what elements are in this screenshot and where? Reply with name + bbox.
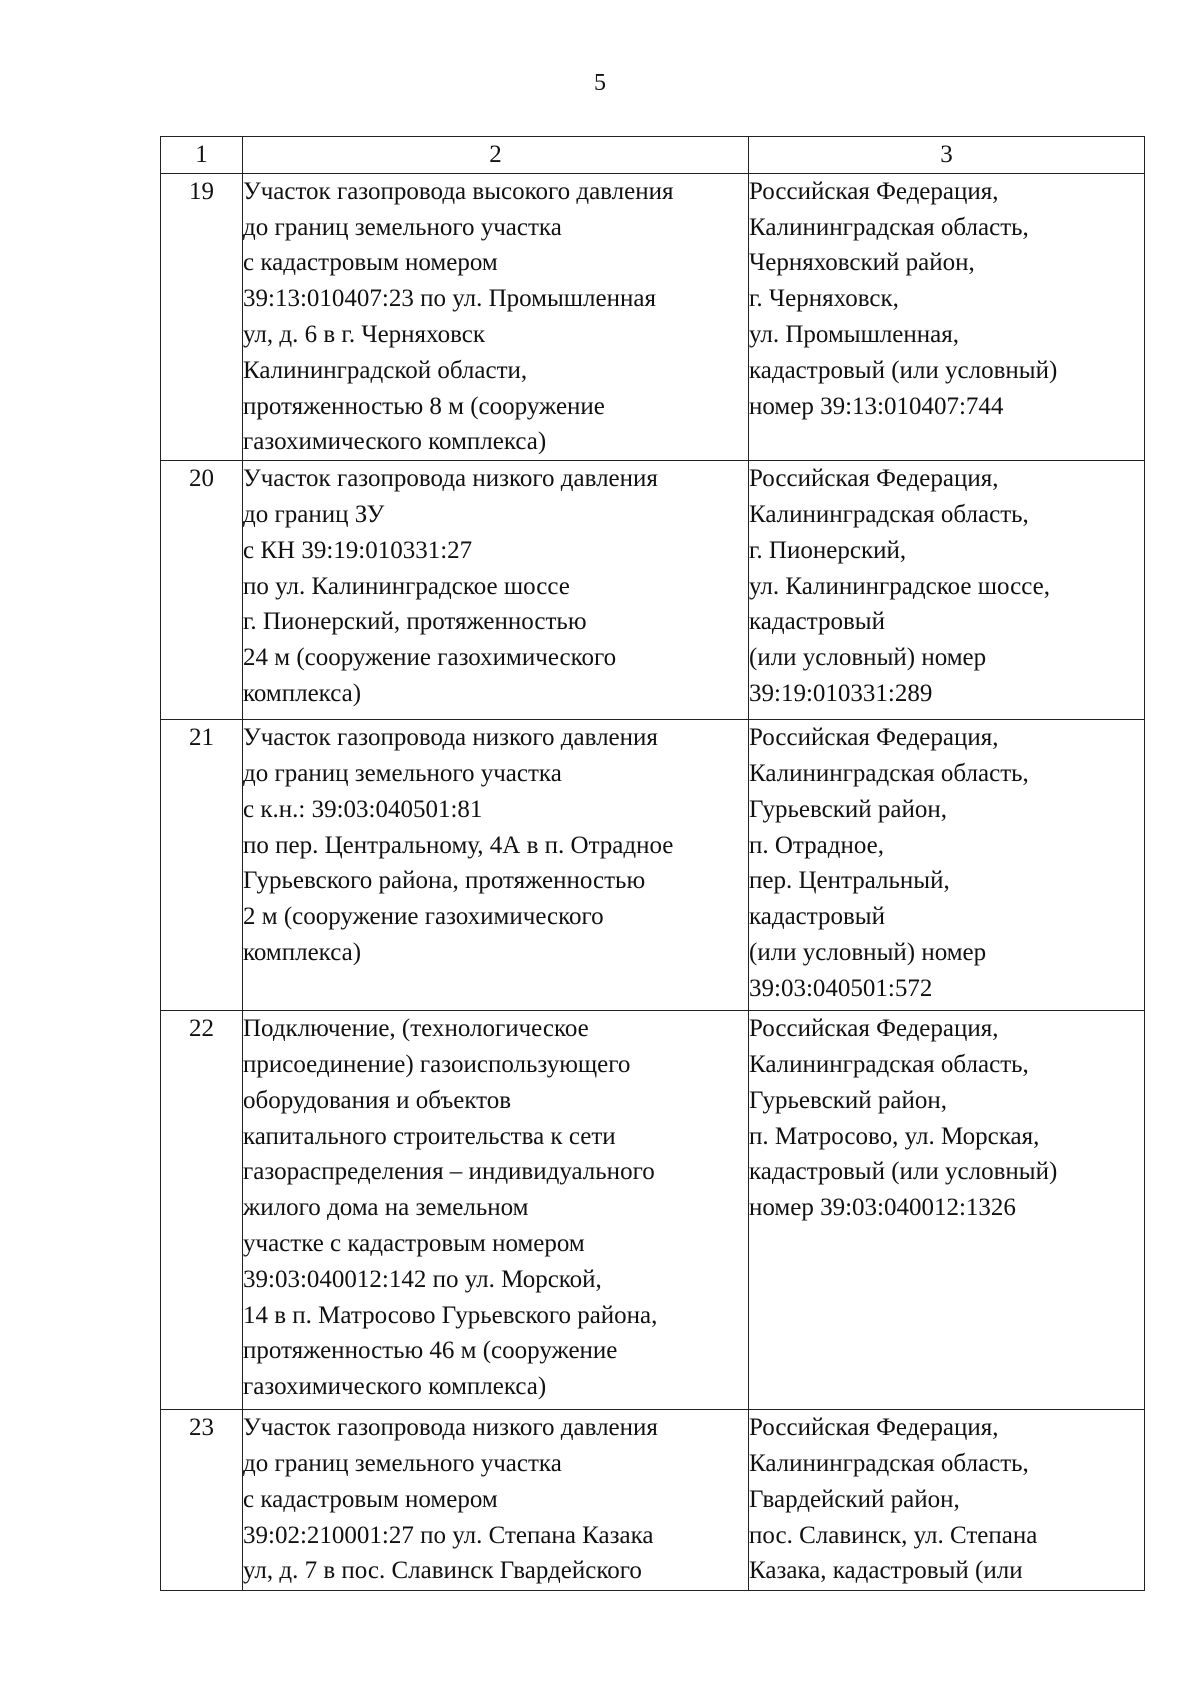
table-header-row xyxy=(161,137,1145,174)
address-line: пер. Центральный, xyxy=(749,867,950,895)
description-line: 14 в п. Матросово Гурьевского района, xyxy=(243,1301,658,1329)
address-line: Калининградская область, xyxy=(749,1050,1029,1078)
object-description xyxy=(243,1011,749,1410)
description-line: протяженностью 8 м (сооружение xyxy=(243,392,605,420)
table-row xyxy=(161,173,1145,460)
object-address xyxy=(749,1011,1145,1410)
description-line: Участок газопровода низкого давления xyxy=(243,724,658,752)
object-address xyxy=(749,720,1145,1011)
page-number: 5 xyxy=(594,70,606,96)
header-col-2: 2 xyxy=(243,137,749,174)
description-line: участке с кадастровым номером xyxy=(243,1229,585,1257)
address-line: г. Черняховск, xyxy=(749,285,899,313)
description-line: с к.н.: 39:03:040501:81 xyxy=(243,795,483,823)
row-number: 19 xyxy=(161,173,243,460)
description-line: г. Пионерский, протяженностью xyxy=(243,608,587,636)
address-line: (или условный) номер xyxy=(749,938,987,966)
object-description xyxy=(243,720,749,1011)
row-number: 22 xyxy=(161,1011,243,1410)
description-line: с КН 39:19:010331:27 xyxy=(243,536,473,564)
address-line: Гурьевский район, xyxy=(749,1086,948,1114)
objects-table xyxy=(160,136,1145,1591)
address-line: номер 39:13:010407:744 xyxy=(749,392,1004,420)
description-line: комплекса) xyxy=(243,679,362,707)
description-line: ул, д. 6 в г. Черняховск xyxy=(243,320,486,348)
description-line: 2 м (сооружение газохимического xyxy=(243,903,604,931)
table-row xyxy=(161,1011,1145,1410)
address-line: Российская Федерация, xyxy=(749,1414,999,1442)
object-address xyxy=(749,1410,1145,1591)
address-line: Казака, кадастровый (или xyxy=(749,1557,1023,1585)
description-line: с кадастровым номером xyxy=(243,1485,498,1513)
address-line: Российская Федерация, xyxy=(749,465,999,493)
address-line: Гурьевский район, xyxy=(749,795,948,823)
description-line: с кадастровым номером xyxy=(243,249,498,277)
description-line: Калининградской области, xyxy=(243,356,528,384)
address-line: Гвардейский район, xyxy=(749,1485,960,1513)
header-col-3: 3 xyxy=(749,137,1145,174)
description-line: ул, д. 7 в пос. Славинск Гвардейского xyxy=(243,1557,642,1585)
address-line: Российская Федерация, xyxy=(749,1015,999,1043)
description-line: Гурьевского района, протяженностью xyxy=(243,867,646,895)
description-line: Участок газопровода низкого давления xyxy=(243,1414,658,1442)
address-line: ул. Промышленная, xyxy=(749,320,959,348)
description-line: капитального строительства к сети xyxy=(243,1122,616,1150)
address-line: кадастровый (или условный) xyxy=(749,1158,1058,1186)
description-line: газохимического комплекса) xyxy=(243,1373,547,1401)
address-line: Российская Федерация, xyxy=(749,177,999,205)
description-line: 39:03:040012:142 по ул. Морской, xyxy=(243,1265,602,1293)
description-line: до границ земельного участка xyxy=(243,1449,562,1477)
row-number: 20 xyxy=(161,461,243,720)
address-line: г. Пионерский, xyxy=(749,536,907,564)
row-number: 23 xyxy=(161,1410,243,1591)
address-line: п. Отрадное, xyxy=(749,831,885,859)
table-row xyxy=(161,1410,1145,1591)
description-line: по ул. Калининградское шоссе xyxy=(243,572,570,600)
description-line: газораспределения – индивидуального xyxy=(243,1158,655,1186)
description-line: до границ ЗУ xyxy=(243,500,385,528)
description-line: присоединение) газоиспользующего xyxy=(243,1050,631,1078)
address-line: п. Матросово, ул. Морская, xyxy=(749,1122,1040,1150)
row-number: 21 xyxy=(161,720,243,1011)
description-line: 39:13:010407:23 по ул. Промышленная xyxy=(243,285,656,313)
description-line: 24 м (сооружение газохимического xyxy=(243,644,617,672)
address-line: кадастровый xyxy=(749,608,885,636)
object-description xyxy=(243,1410,749,1591)
object-description xyxy=(243,461,749,720)
address-line: кадастровый xyxy=(749,903,885,931)
table-row xyxy=(161,720,1145,1011)
address-line: (или условный) номер xyxy=(749,644,987,672)
description-line: оборудования и объектов xyxy=(243,1086,512,1114)
description-line: комплекса) xyxy=(243,938,362,966)
description-line: до границ земельного участка xyxy=(243,759,562,787)
address-line: Калининградская область, xyxy=(749,1449,1029,1477)
description-line: газохимического комплекса) xyxy=(243,428,547,456)
description-line: 39:02:210001:27 по ул. Степана Казака xyxy=(243,1521,654,1549)
description-line: по пер. Центральному, 4А в п. Отрадное xyxy=(243,831,674,859)
address-line: 39:19:010331:289 xyxy=(749,679,933,707)
object-address xyxy=(749,173,1145,460)
address-line: кадастровый (или условный) xyxy=(749,356,1058,384)
object-description xyxy=(243,173,749,460)
description-line: Участок газопровода высокого давления xyxy=(243,177,674,205)
address-line: Калининградская область, xyxy=(749,759,1029,787)
header-col-1: 1 xyxy=(161,137,243,174)
address-line: пос. Славинск, ул. Степана xyxy=(749,1521,1038,1549)
description-line: Подключение, (технологическое xyxy=(243,1015,589,1043)
address-line: Российская Федерация, xyxy=(749,724,999,752)
description-line: протяженностью 46 м (сооружение xyxy=(243,1337,618,1365)
address-line: Калининградская область, xyxy=(749,213,1029,241)
object-address xyxy=(749,461,1145,720)
description-line: Участок газопровода низкого давления xyxy=(243,465,658,493)
address-line: Калининградская область, xyxy=(749,500,1029,528)
address-line: ул. Калининградское шоссе, xyxy=(749,572,1050,600)
address-line: 39:03:040501:572 xyxy=(749,974,933,1002)
description-line: до границ земельного участка xyxy=(243,213,562,241)
description-line: жилого дома на земельном xyxy=(243,1194,529,1222)
table-row xyxy=(161,461,1145,720)
address-line: номер 39:03:040012:1326 xyxy=(749,1194,1016,1222)
address-line: Черняховский район, xyxy=(749,249,975,277)
